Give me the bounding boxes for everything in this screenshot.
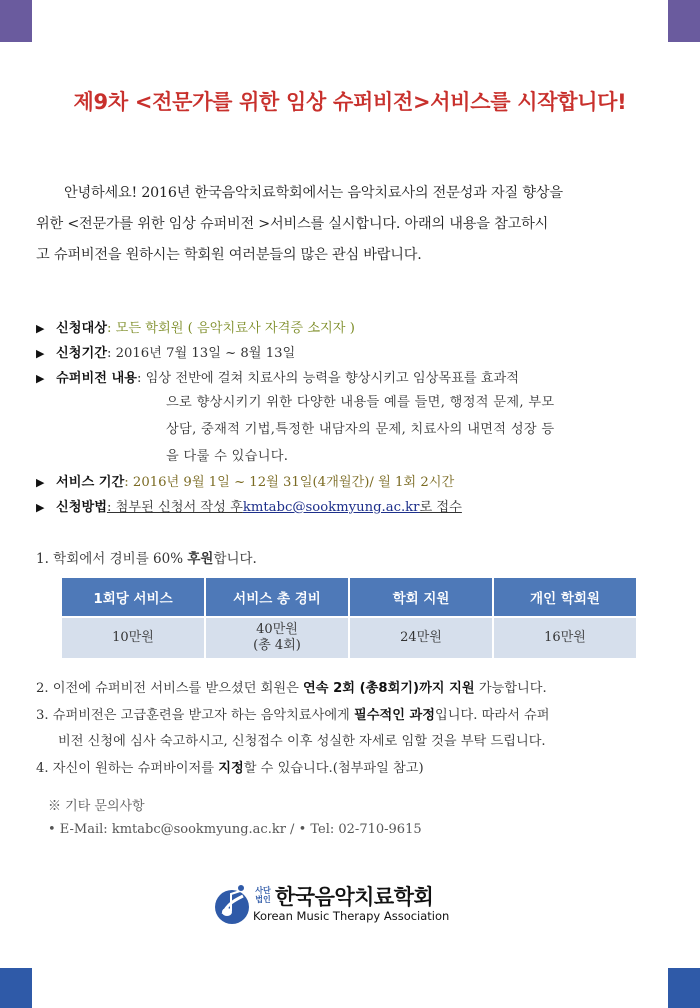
list-item-period <box>36 341 676 366</box>
logo-korean-name: 한국음악치료학회 <box>275 885 434 909</box>
info-list <box>36 316 676 520</box>
corner-decoration-top-left <box>0 0 32 42</box>
table-cell <box>206 616 348 658</box>
arrow-icon: ▶ <box>36 347 45 360</box>
table-cell: 10만원 <box>62 616 204 658</box>
total-sessions: (총 4회) <box>253 638 301 653</box>
arrow-icon: ▶ <box>36 322 45 335</box>
content-label: 슈퍼비전 내용 <box>56 371 138 386</box>
list-item-service-period <box>36 470 676 495</box>
note-4-text-post: 할 수 있습니다.(첨부파일 참고) <box>243 760 424 776</box>
service-period-value: : 2016년 9월 1일 ~ 12월 31일(4개월간)/ 월 1회 2시간 <box>124 475 455 490</box>
notes-list <box>36 676 686 782</box>
table-header: 1회당 서비스 <box>62 578 204 616</box>
page-title: 제9차 <전문가를 위한 임상 슈퍼비전>서비스를 시작합니다! <box>73 90 627 114</box>
table-header-row <box>62 578 636 616</box>
logo-english-name: Korean Music Therapy Association <box>253 909 450 923</box>
logo-small-text: 사단법인 <box>255 886 271 904</box>
contact-line[interactable]: • E-Mail: kmtabc@sookmyung.ac.kr / • Tel: 02-710-9615 <box>48 822 422 837</box>
fee-table <box>60 578 638 658</box>
method-value-post: 로 접수 <box>419 500 462 515</box>
table-header: 개인 학회원 <box>494 578 636 616</box>
content-line-2: 으로 향상시키기 위한 다양한 내용들 예를 들면, 행정적 문제, 부모 <box>166 395 555 410</box>
music-note-logo-icon <box>213 884 253 926</box>
note-2 <box>36 676 686 703</box>
table-header: 서비스 총 경비 <box>206 578 348 616</box>
corner-decoration-bottom-right <box>668 968 700 1008</box>
note-2-text: 2. 이전에 슈퍼비전 서비스를 받으셨던 회원은 <box>36 681 304 696</box>
corner-decoration-top-right <box>668 0 700 42</box>
note-2-bold: 연속 2회 (총8회기)까지 지원 <box>303 681 475 696</box>
method-value-pre: : 첨부된 신청서 작성 후 <box>106 500 243 515</box>
note-4-text: 4. 자신이 원하는 슈퍼바이저를 <box>36 760 219 776</box>
table-cell: 24만원 <box>350 616 492 658</box>
table-cell: 16만원 <box>494 616 636 658</box>
content-line-1: : 임상 전반에 걸쳐 치료사의 능력을 향상시키고 임상목표를 효과적 <box>137 371 519 386</box>
note-3-bold: 필수적인 과정 <box>354 707 436 723</box>
content-body <box>36 389 676 470</box>
note-1-text-post: 합니다. <box>213 551 257 567</box>
contact-heading: ※ 기타 문의사항 <box>48 799 145 814</box>
period-label: 신청기간 <box>56 346 107 361</box>
association-logo <box>213 884 473 930</box>
note-3-text: 3. 슈퍼비전은 고급훈련을 받고자 하는 음악치료사에게 <box>36 707 354 723</box>
list-item-target <box>36 316 676 341</box>
note-4 <box>36 756 686 783</box>
table-row <box>62 616 636 658</box>
note-1-bold: 후원 <box>187 551 214 567</box>
note-2-text-post: 가능합니다. <box>474 681 547 696</box>
note-3 <box>36 703 686 730</box>
note-3-text-post: 입니다. 따라서 슈퍼 <box>435 707 550 723</box>
list-item-method <box>36 495 676 520</box>
arrow-icon: ▶ <box>36 372 45 385</box>
total-cost: 40만원 <box>256 622 298 637</box>
list-item-content <box>36 366 676 391</box>
method-label: 신청방법 <box>56 500 107 515</box>
note-1-text: 1. 학회에서 경비를 60% <box>36 551 188 567</box>
note-1 <box>36 547 257 567</box>
table-header: 학회 지원 <box>350 578 492 616</box>
intro-paragraph <box>36 178 668 271</box>
intro-line-1: 안녕하세요! 2016년 한국음악치료학회에서는 음악치료사의 전문성과 자질 향상을 <box>64 185 563 201</box>
arrow-icon: ▶ <box>36 501 45 514</box>
note-4-bold: 지정 <box>218 760 244 776</box>
corner-decoration-bottom-left <box>0 968 32 1008</box>
note-3-line-2: 비전 신청에 심사 숙고하시고, 신청접수 이후 성실한 자세로 임할 것을 부탁 드립니다. <box>58 734 546 749</box>
method-email-link[interactable]: kmtabc@sookmyung.ac.kr <box>242 500 420 515</box>
intro-line-3: 고 슈퍼비전을 원하시는 학회원 여러분들의 많은 관심 바랍니다. <box>36 247 422 263</box>
period-value: : 2016년 7월 13일 ~ 8월 13일 <box>106 346 296 361</box>
content-line-3: 상담, 중재적 기법,특정한 내담자의 문제, 치료사의 내면적 성장 등 <box>166 422 555 437</box>
content-line-4: 을 다룰 수 있습니다. <box>166 449 289 464</box>
arrow-icon: ▶ <box>36 476 45 489</box>
target-value: : 모든 학회원 ( 음악치료사 자격증 소지자 ) <box>106 321 355 336</box>
contact-info <box>48 795 422 841</box>
target-label: 신청대상 <box>56 321 107 336</box>
intro-line-2: 위한 <전문가를 위한 임상 슈퍼비전 >서비스를 실시합니다. 아래의 내용을 참고하시 <box>36 216 549 232</box>
service-period-label: 서비스 기간 <box>56 475 125 490</box>
